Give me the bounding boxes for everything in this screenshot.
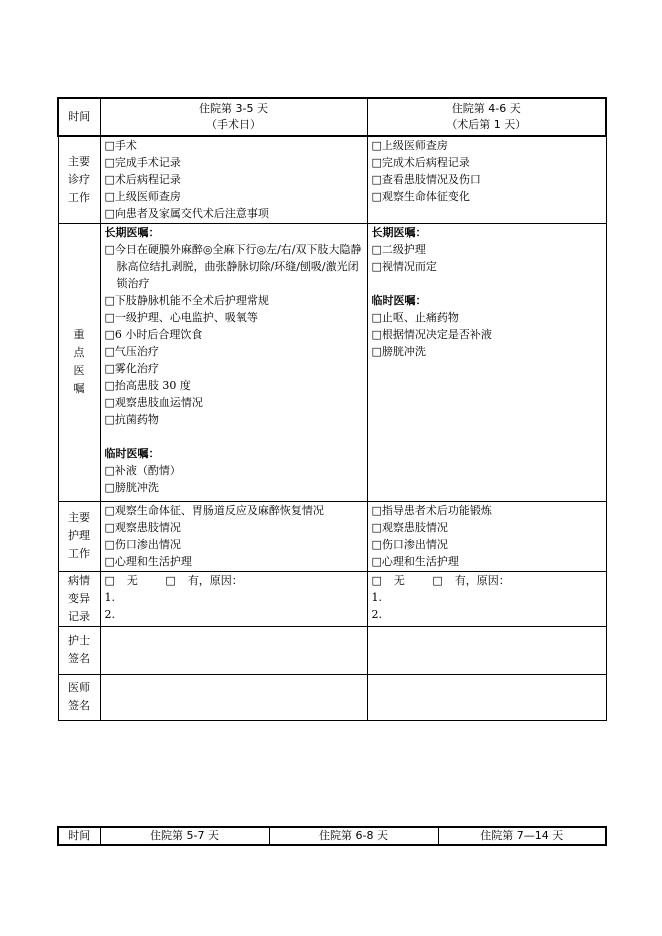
checkbox-icon[interactable] [105, 156, 115, 169]
label-line: 变异 [68, 591, 90, 605]
orders-row [58, 223, 606, 501]
nursing-row [58, 501, 606, 571]
label-line: 签名 [68, 699, 90, 712]
label-line: 诊疗 [68, 172, 90, 186]
check-item: 指导患者术后功能锻炼 [381, 503, 492, 517]
check-item: 止呕、止痛药物 [381, 310, 459, 324]
option-none: 无 [393, 573, 405, 587]
checkbox-icon[interactable] [372, 311, 382, 324]
temp-orders-title: 临时医嘱： [371, 293, 427, 307]
pathway-table-days-5-14 [57, 826, 607, 846]
checkbox-icon[interactable] [372, 345, 382, 358]
reason-line-2[interactable]: 2. [104, 607, 115, 621]
checkbox-icon[interactable] [105, 379, 115, 392]
label-line: 主要 [68, 154, 90, 168]
check-item: 二级护理 [381, 242, 426, 256]
checkbox-icon[interactable] [105, 190, 115, 203]
check-item: 视情况而定 [381, 259, 437, 273]
bottom-col2-header: 住院第 6-8 天 [269, 827, 438, 845]
checkbox-icon[interactable] [105, 139, 115, 152]
reason-line-2[interactable]: 2. [371, 607, 382, 621]
check-item: 查看患肢情况及伤口 [381, 173, 481, 186]
checkbox-icon[interactable] [105, 294, 115, 307]
checkbox-icon[interactable] [165, 574, 175, 587]
temp-orders-title: 临时医嘱： [104, 446, 160, 460]
col1-header-day: 住院第 3-5 天 [199, 102, 268, 115]
checkbox-icon[interactable] [372, 243, 382, 256]
check-item: 6 小时后合理饮食 [114, 327, 203, 341]
long-term-orders-title: 长期医嘱： [371, 225, 427, 239]
check-item: 心理和生活护理 [114, 554, 192, 568]
col2-header-day: 住院第 4-6 天 [451, 102, 521, 115]
label-line: 重 [73, 328, 85, 341]
checkbox-icon[interactable] [105, 311, 115, 324]
check-item: 抬高患肢 30 度 [114, 378, 191, 392]
check-item: 今日在硬膜外麻醉◎全麻下行◎左/右/双下肢大隐静脉高位结扎剥脱，曲张静脉切除/环缝/刨吸/激光闭锁治疗 [114, 242, 362, 290]
nursing-label [58, 501, 100, 571]
check-item: 膀胱冲洗 [381, 344, 426, 358]
check-item: 一级护理、心电监护、吸氧等 [114, 310, 258, 324]
checkbox-icon[interactable] [105, 413, 115, 426]
checkbox-icon[interactable] [105, 396, 115, 409]
check-item: 雾化治疗 [114, 361, 159, 375]
orders-label [58, 223, 100, 501]
check-item: 下肢静脉机能不全术后护理常规 [114, 293, 269, 307]
main-work-row [58, 136, 606, 223]
check-item: 向患者及家属交代术后注意事项 [114, 207, 269, 220]
checkbox-icon[interactable] [372, 328, 382, 341]
check-item: 抗菌药物 [114, 412, 159, 426]
check-item: 完成术后病程记录 [381, 156, 470, 169]
checkbox-icon[interactable] [105, 538, 115, 551]
checkbox-icon[interactable] [105, 207, 115, 220]
bottom-time-label: 时间 [58, 827, 100, 845]
checkbox-icon[interactable] [372, 156, 382, 169]
check-item: 膀胱冲洗 [114, 480, 159, 494]
checkbox-icon[interactable] [372, 574, 382, 587]
header-row [58, 98, 606, 136]
check-item: 伤口渗出情况 [381, 537, 448, 551]
check-item: 心理和生活护理 [381, 554, 459, 568]
label-line: 病情 [68, 573, 90, 587]
doctor-sign-col2[interactable] [367, 674, 606, 720]
label-line: 医 [73, 364, 85, 377]
bottom-col3-header: 住院第 7—14 天 [438, 827, 606, 845]
check-item: 补液（酌情） [114, 463, 181, 477]
main-work-label [58, 136, 100, 223]
bottom-header-row [58, 827, 606, 845]
doctor-sign-label [58, 674, 100, 720]
long-term-orders-title: 长期医嘱： [104, 225, 160, 239]
checkbox-icon[interactable] [105, 481, 115, 494]
checkbox-icon[interactable] [372, 190, 382, 203]
label-line: 护士 [68, 634, 90, 647]
option-yes: 有，原因： [187, 573, 243, 587]
label-line: 工作 [68, 547, 90, 560]
check-item: 术后病程记录 [114, 173, 181, 186]
variation-label [58, 571, 100, 626]
nursing-col2 [367, 501, 606, 571]
checkbox-icon[interactable] [372, 173, 382, 186]
check-item: 伤口渗出情况 [114, 537, 181, 551]
checkbox-icon[interactable] [372, 260, 382, 273]
variation-col2 [367, 571, 606, 626]
checkbox-icon[interactable] [105, 345, 115, 358]
checkbox-icon[interactable] [105, 555, 115, 568]
main-work-col2 [367, 136, 606, 223]
label-line: 嘱 [73, 382, 85, 395]
col2-header-note: （术后第 1 天） [446, 118, 527, 131]
col1-header-note: （手术日） [206, 118, 261, 131]
pathway-table-days-3-6 [57, 97, 607, 721]
checkbox-icon[interactable] [372, 504, 382, 517]
main-work-col1 [100, 136, 367, 223]
label-line: 工作 [68, 190, 90, 204]
check-item: 上级医师查房 [381, 139, 448, 152]
doctor-sign-row [58, 674, 606, 720]
check-item: 根据情况决定是否补液 [381, 327, 492, 341]
label-line: 签名 [68, 652, 90, 665]
checkbox-icon[interactable] [105, 521, 115, 534]
checkbox-icon[interactable] [432, 574, 442, 587]
orders-col2 [367, 223, 606, 501]
variation-row [58, 571, 606, 626]
checkbox-icon[interactable] [105, 464, 115, 477]
bottom-col1-header: 住院第 5-7 天 [100, 827, 269, 845]
variation-col1 [100, 571, 367, 626]
label-line: 主要 [68, 511, 90, 524]
check-item: 观察患肢血运情况 [114, 395, 203, 409]
nurse-sign-col1[interactable] [100, 626, 367, 674]
checkbox-icon[interactable] [372, 538, 382, 551]
label-line: 医师 [68, 681, 90, 694]
check-item: 上级医师查房 [114, 190, 181, 203]
nurse-sign-col2[interactable] [367, 626, 606, 674]
checkbox-icon[interactable] [105, 362, 115, 375]
checkbox-icon[interactable] [372, 521, 382, 534]
checkbox-icon[interactable] [105, 243, 115, 256]
doctor-sign-col1[interactable] [100, 674, 367, 720]
reason-line-1[interactable]: 1. [104, 590, 115, 604]
checkbox-icon[interactable] [105, 574, 115, 587]
reason-line-1[interactable]: 1. [371, 590, 382, 604]
check-item: 观察患肢情况 [114, 520, 181, 534]
check-item: 手术 [114, 139, 137, 152]
check-item: 气压治疗 [114, 344, 159, 358]
time-label: 时间 [68, 110, 91, 123]
checkbox-icon[interactable] [105, 504, 115, 517]
option-yes: 有，原因： [454, 573, 510, 587]
label-line: 记录 [68, 609, 90, 623]
option-none: 无 [126, 573, 138, 587]
check-item: 观察生命体征变化 [381, 190, 470, 203]
checkbox-icon[interactable] [105, 173, 115, 186]
col1-header [100, 98, 367, 136]
label-line: 点 [73, 346, 85, 359]
check-item: 观察患肢情况 [381, 520, 448, 534]
time-label-cell [58, 98, 100, 136]
label-line: 护理 [68, 529, 90, 542]
nurse-sign-row [58, 626, 606, 674]
nursing-col1 [100, 501, 367, 571]
checkbox-icon[interactable] [105, 328, 115, 341]
nurse-sign-label [58, 626, 100, 674]
checkbox-icon[interactable] [372, 139, 382, 152]
check-item: 完成手术记录 [114, 156, 181, 169]
checkbox-icon[interactable] [372, 555, 382, 568]
col2-header [367, 98, 606, 136]
check-item: 观察生命体征、胃肠道反应及麻醉恢复情况 [114, 503, 324, 517]
orders-col1 [100, 223, 367, 501]
